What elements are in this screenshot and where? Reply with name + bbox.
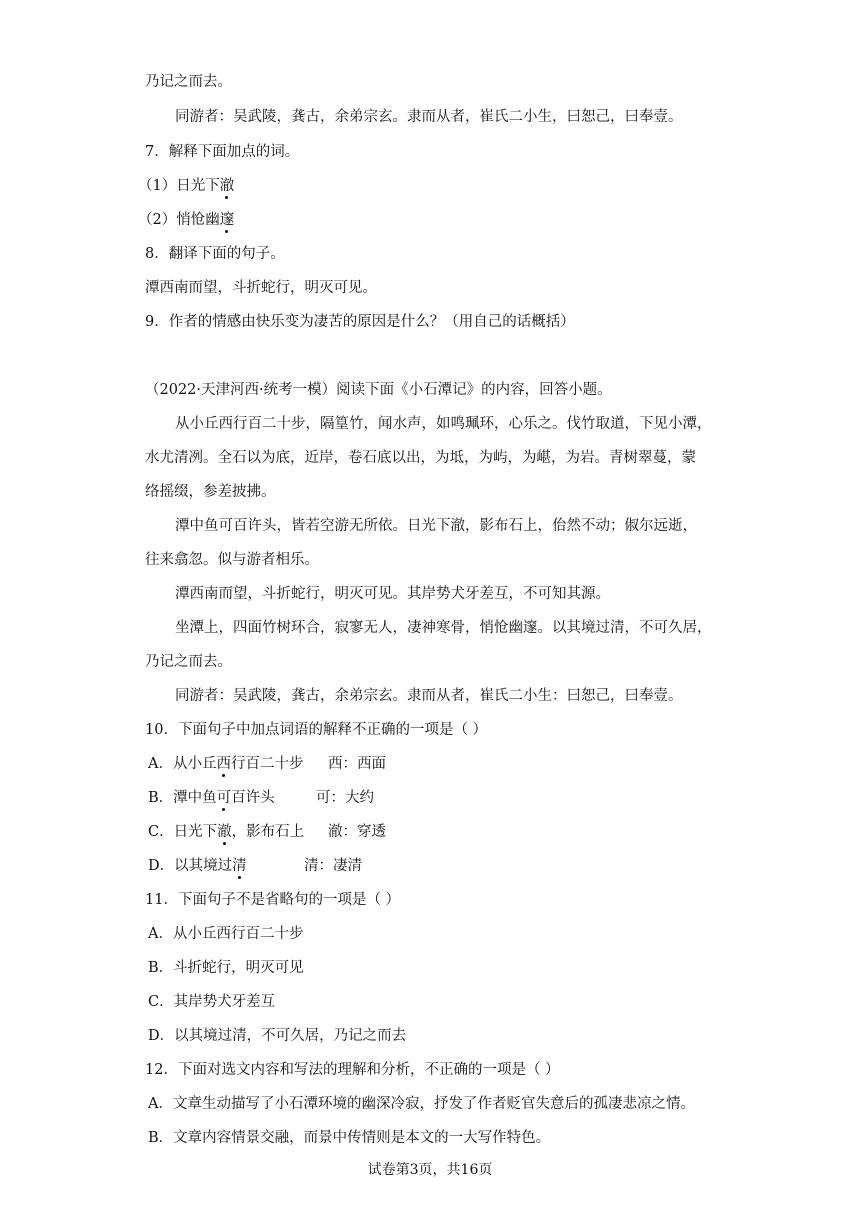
option-c: C．日光下澈，影布石上 澈：穿透 [148,824,386,840]
option-b: B．潭中鱼可百许头 可：大约 [148,790,374,806]
question-7-1: （1）日光下澈 [138,178,235,194]
question-10: 10．下面句子中加点词语的解释不正确的一项是（ ） [145,722,488,738]
option-a: A．从小丘西行百二十步 西：西面 [148,756,386,772]
dotted-word: 清 [232,858,247,874]
text-line: 乃记之而去。 [145,74,232,90]
option-b: B．文章内容情景交融，而景中传情则是本文的一大写作特色。 [148,1130,551,1146]
option-a: A．文章生动描写了小石潭环境的幽深冷寂，抒发了作者贬官失意后的孤凄悲凉之情。 [148,1096,695,1112]
question-8: 8．翻译下面的句子。 [145,246,285,262]
question-12: 12．下面对选文内容和写法的理解和分析，不正确的一项是（ ） [145,1062,560,1078]
question-8-sentence: 潭西南而望，斗折蛇行，明灭可见。 [145,280,377,296]
dotted-word: 邃 [219,212,235,228]
passage-line: 乃记之而去。 [145,654,232,670]
page-footer: 试卷第3页，共16页 [367,1162,493,1178]
question-11: 11．下面句子不是省略句的一项是（ ） [145,892,401,908]
option-c: C．其岸势犬牙差互 [148,994,276,1010]
question-7: 7．解释下面加点的词。 [145,144,300,160]
passage-source: （2022·天津河西·统考一模）阅读下面《小石潭记》的内容，回答小题。 [145,382,612,398]
option-a: A．从小丘西行百二十步 [148,926,304,942]
question-9: 9．作者的情感由快乐变为凄苦的原因是什么？（用自己的话概括） [145,314,575,330]
option-b: B．斗折蛇行，明灭可见 [148,960,304,976]
passage-line: 潭西南而望，斗折蛇行，明灭可见。其岸势犬牙差互，不可知其源。 [175,586,610,602]
option-d: D．以其境过清，不可久居，乃记之而去 [148,1028,407,1044]
dotted-word: 澈 [217,824,232,840]
passage-line: 坐潭上，四面竹树环合，寂寥无人，凄神寒骨，悄怆幽邃。以其境过清，不可久居， [175,620,712,636]
passage-line: 络摇缀，参差披拂。 [145,484,276,500]
dotted-word: 可 [216,790,232,806]
dotted-word: 西 [216,756,231,772]
option-d: D．以其境过清 清：凄清 [148,858,362,874]
passage-line: 从小丘西行百二十步，隔篁竹，闻水声，如鸣珮环，心乐之。伐竹取道，下见小潭， [175,416,712,432]
question-7-2: （2）悄怆幽邃 [138,212,235,228]
passage-line: 水尤清冽。全石以为底，近岸，卷石底以出，为坻，为屿，为嵁，为岩。青树翠蔓，蒙 [145,450,696,466]
passage-line: 同游者：吴武陵，龚古，余弟宗玄。隶而从者，崔氏二小生：曰恕己，曰奉壹。 [175,688,683,704]
passage-line: 往来翕忽。似与游者相乐。 [145,552,319,568]
dotted-word: 澈 [219,178,235,194]
passage-line: 潭中鱼可百许头，皆若空游无所依。日光下澈，影布石上，佁然不动；俶尔远逝， [175,518,697,534]
text-line: 同游者：吴武陵，龚古，余弟宗玄。隶而从者，崔氏二小生，曰恕己，曰奉壹。 [175,109,683,125]
